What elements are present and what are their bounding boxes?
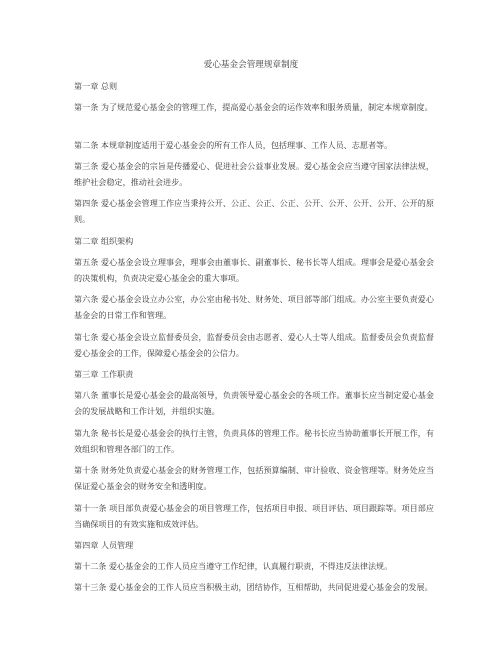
article-1: 第一条 为了规范爱心基金会的管理工作，提高爱心基金会的运作效率和服务质量，制定本规章制度。 (74, 102, 433, 112)
article-10: 第十条 财务处负责爱心基金会的财务管理工作，包括预算编制、审计验收、资金管理等。财务处应当保证爱心基金会的财务安全和透明度。 (74, 465, 434, 491)
article-9: 第九条 秘书长是爱心基金会的执行主管，负责具体的管理工作。秘书长应当协助董事长开展工作，有效组织和管理各部门的工作。 (74, 428, 434, 454)
chapter-heading-2: 第二章 组织架构 (74, 236, 134, 246)
article-5: 第五条 爱心基金会设立理事会，理事会由董事长、副董事长、秘书长等人组成。理事会是爱心基金会的决策机构，负责决定爱心基金会的重大事项。 (74, 257, 434, 283)
article-13: 第十三条 爱心基金会的工作人员应当积极主动，团结协作，互相帮助，共同促进爱心基金会的发展。 (74, 582, 433, 592)
chapter-heading-4: 第四章 人员管理 (74, 540, 134, 550)
chapter-heading-3: 第三章 工作职责 (74, 369, 134, 379)
chapter-heading-1: 第一章 总则 (74, 81, 118, 91)
article-3: 第三条 爱心基金会的宗旨是传播爱心、促进社会公益事业发展。爱心基金会应当遵守国家法律法规，维护社会稳定，推动社会进步。 (74, 161, 434, 187)
article-6: 第六条 爱心基金会设立办公室，办公室由秘书处、财务处、项目部等部门组成。办公室主要负责爱心基金会的日常工作和管理。 (74, 294, 434, 320)
article-2: 第二条 本规章制度适用于爱心基金会的所有工作人员，包括理事、工作人员、志愿者等。 (74, 140, 393, 150)
article-11: 第十一条 项目部负责爱心基金会的项目管理工作，包括项目申报、项目评估、项目跟踪等。项目部应当确保项目的有效实施和成效评估。 (74, 503, 434, 529)
article-12: 第十二条 爱心基金会的工作人员应当遵守工作纪律，认真履行职责，不得违反法律法规。 (74, 561, 393, 571)
article-8: 第八条 董事长是爱心基金会的最高领导，负责领导爱心基金会的各项工作。董事长应当制定爱心基金会的发展战略和工作计划，并组织实施。 (74, 390, 434, 416)
article-7: 第七条 爱心基金会设立监督委员会，监督委员会由志愿者、爱心人士等人组成。监督委员会负责监督爱心基金会的工作，保障爱心基金会的公信力。 (74, 332, 434, 358)
article-4: 第四条 爱心基金会管理工作应当秉持公开、公正、公正、公正、公开、公开、公开、公开、公开的原则。 (74, 198, 434, 224)
document-title: 爱心基金会管理规章制度 (203, 60, 299, 70)
